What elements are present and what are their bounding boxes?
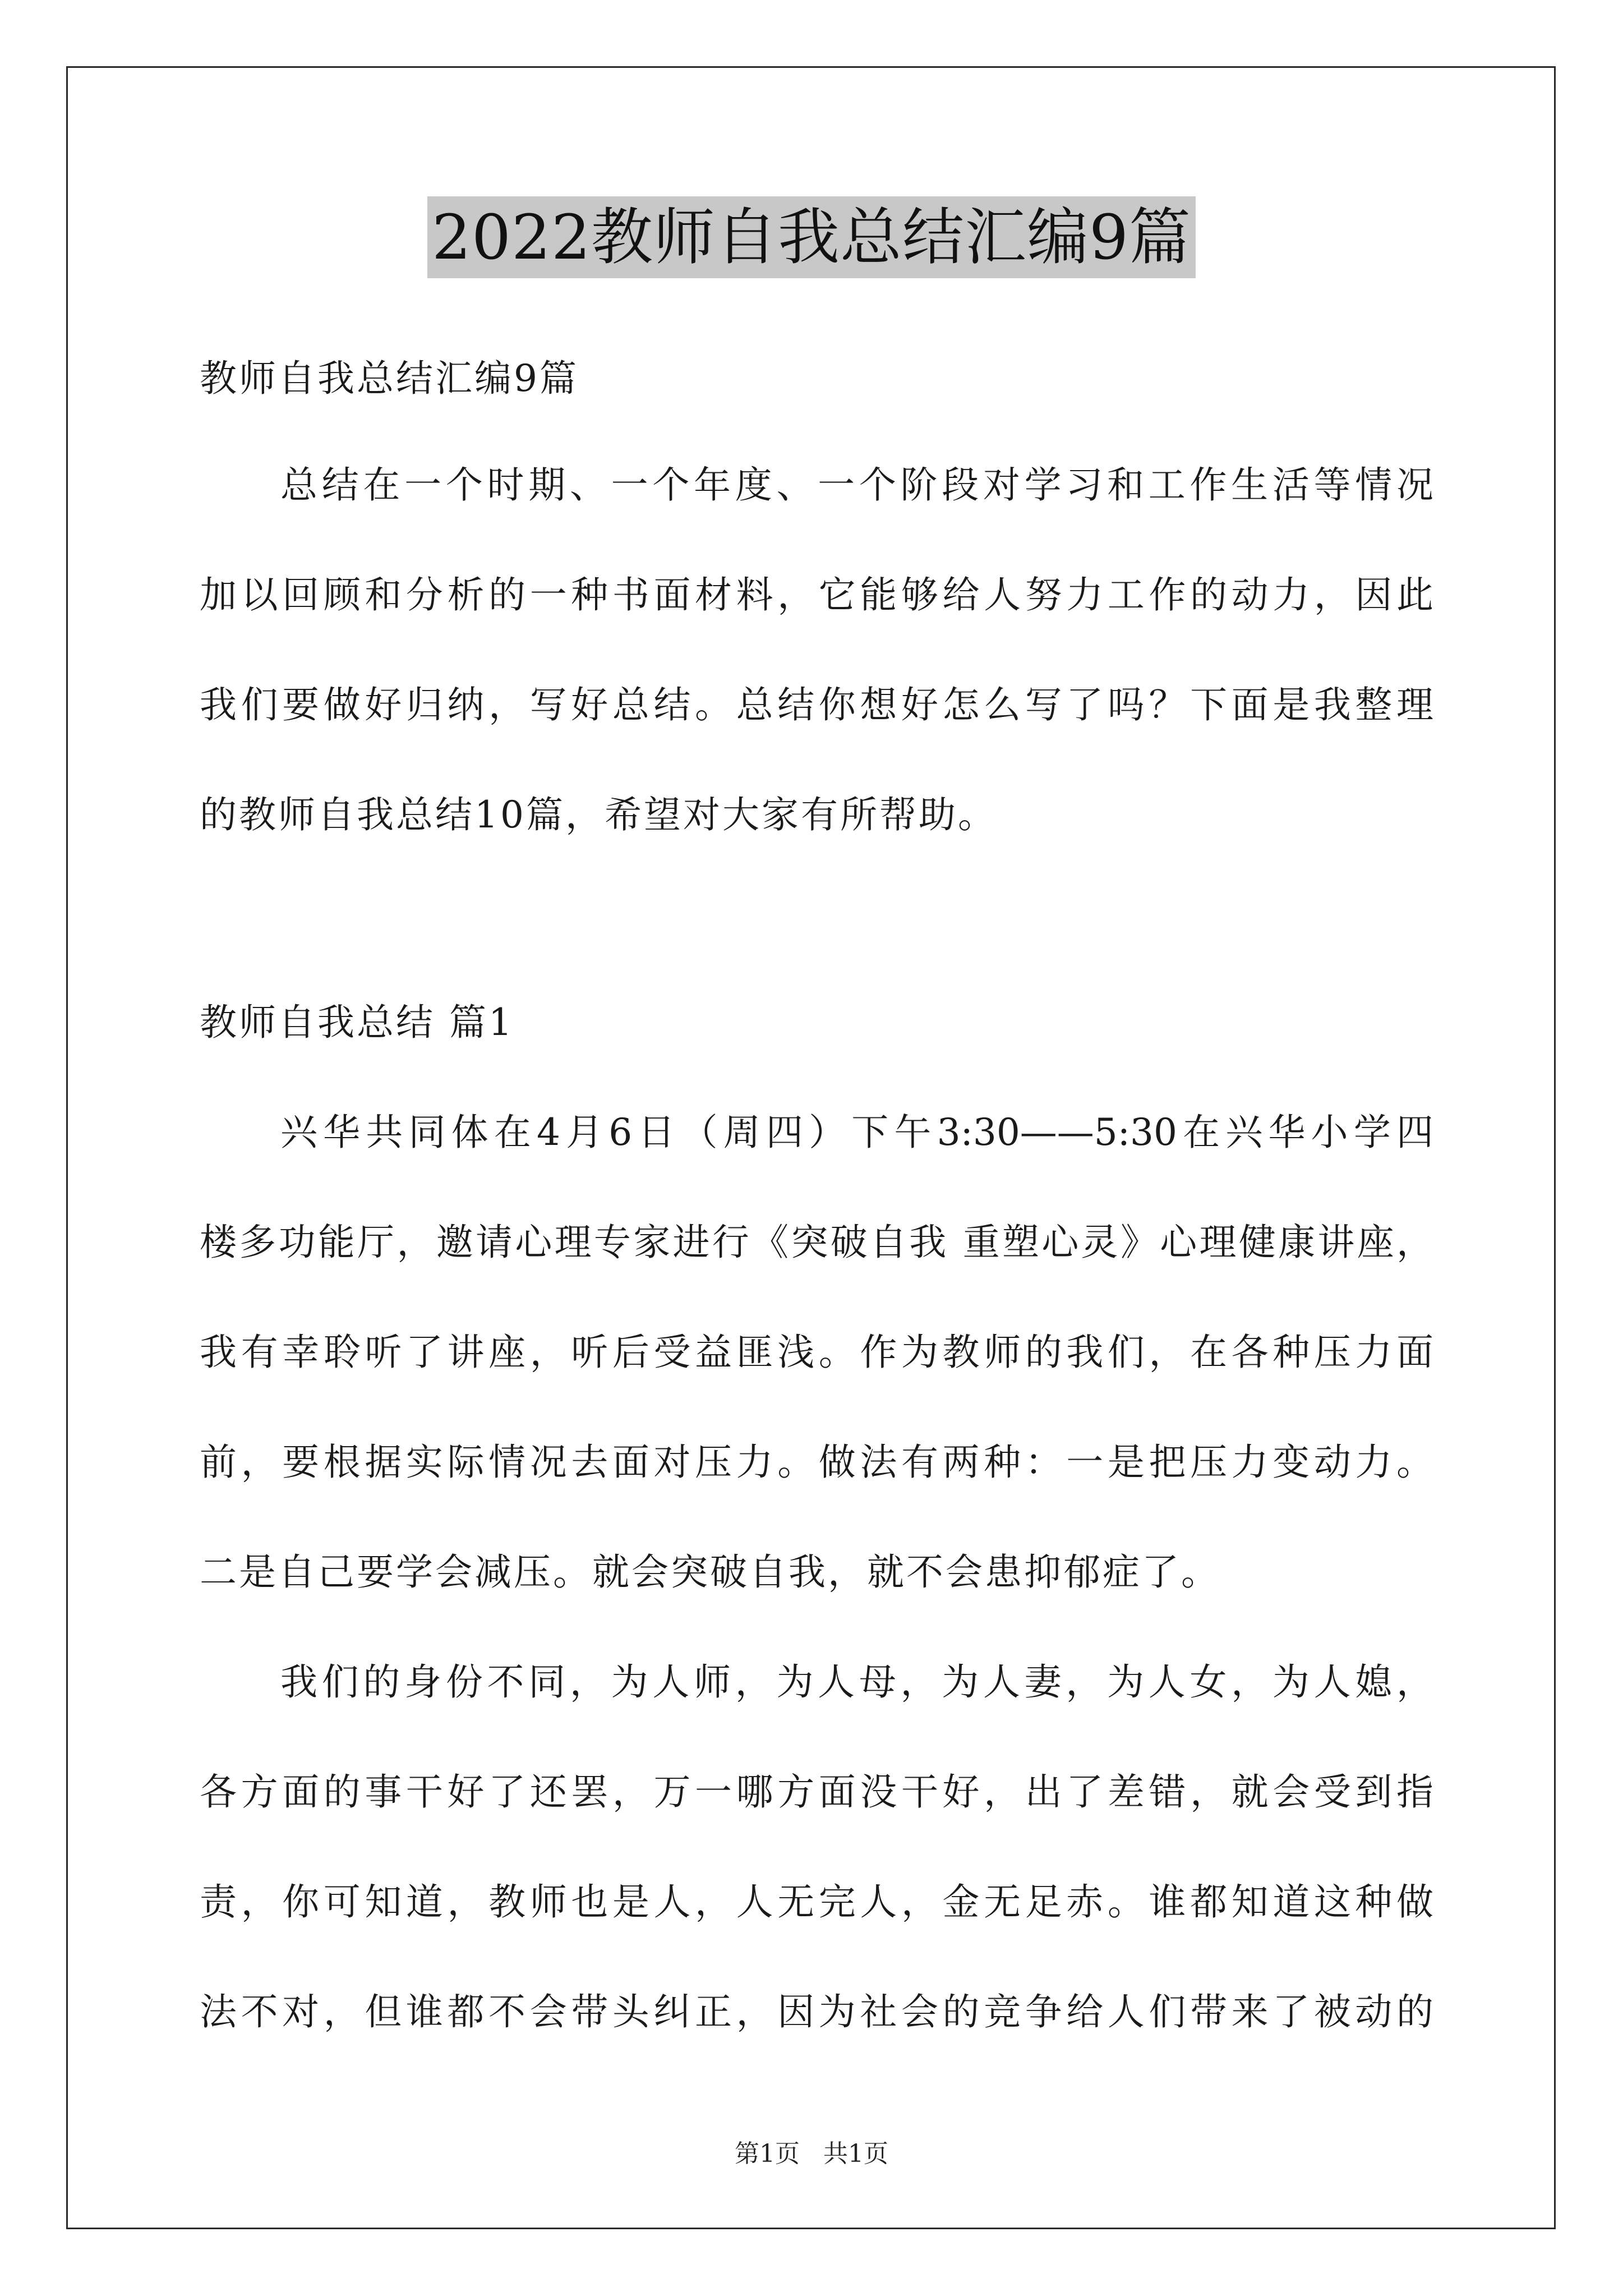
- paragraph1-line-1: 兴华共同体在4月6日（周四）下午3:30——5:30在兴华小学四: [280, 1111, 1433, 1154]
- intro-line-3: 我们要做好归纳，写好总结。总结你想好怎么写了吗？下面是我整理: [200, 683, 1433, 726]
- page-number: 第1页: [735, 2139, 800, 2168]
- intro-line-2: 加以回顾和分析的一种书面材料，它能够给人努力工作的动力，因此: [200, 573, 1433, 616]
- intro-line-1: 总结在一个时期、一个年度、一个阶段对学习和工作生活等情况: [280, 463, 1433, 507]
- paragraph2-line-1: 我们的身份不同，为人师，为人母，为人妻，为人女，为人媳，: [280, 1660, 1433, 1704]
- paragraph2-line-3: 责，你可知道，教师也是人，人无完人，金无足赤。谁都知道这种做: [200, 1880, 1433, 1924]
- page-footer: [0, 2137, 1623, 2171]
- document-title: 2022教师自我总结汇编9篇: [427, 196, 1196, 278]
- intro-line-4: 的教师自我总结10篇，希望对大家有所帮助。: [200, 793, 997, 836]
- title-container: [0, 196, 1623, 278]
- section-heading: 教师自我总结 篇1: [200, 1001, 514, 1044]
- page-total: 共1页: [823, 2139, 888, 2168]
- paragraph2-line-2: 各方面的事干好了还罢，万一哪方面没干好，出了差错，就会受到指: [200, 1770, 1433, 1814]
- paragraph1-line-4: 前，要根据实际情况去面对压力。做法有两种：一是把压力变动力。: [200, 1441, 1433, 1484]
- paragraph1-line-2: 楼多功能厅，邀请心理专家进行《突破自我 重塑心灵》心理健康讲座，: [200, 1221, 1433, 1264]
- paragraph1-line-3: 我有幸聆听了讲座，听后受益匪浅。作为教师的我们，在各种压力面: [200, 1331, 1433, 1374]
- subtitle: 教师自我总结汇编9篇: [200, 357, 579, 400]
- paragraph1-line-5: 二是自己要学会减压。就会突破自我，就不会患抑郁症了。: [200, 1550, 1220, 1594]
- paragraph2-line-4: 法不对，但谁都不会带头纠正，因为社会的竞争给人们带来了被动的: [200, 1990, 1433, 2033]
